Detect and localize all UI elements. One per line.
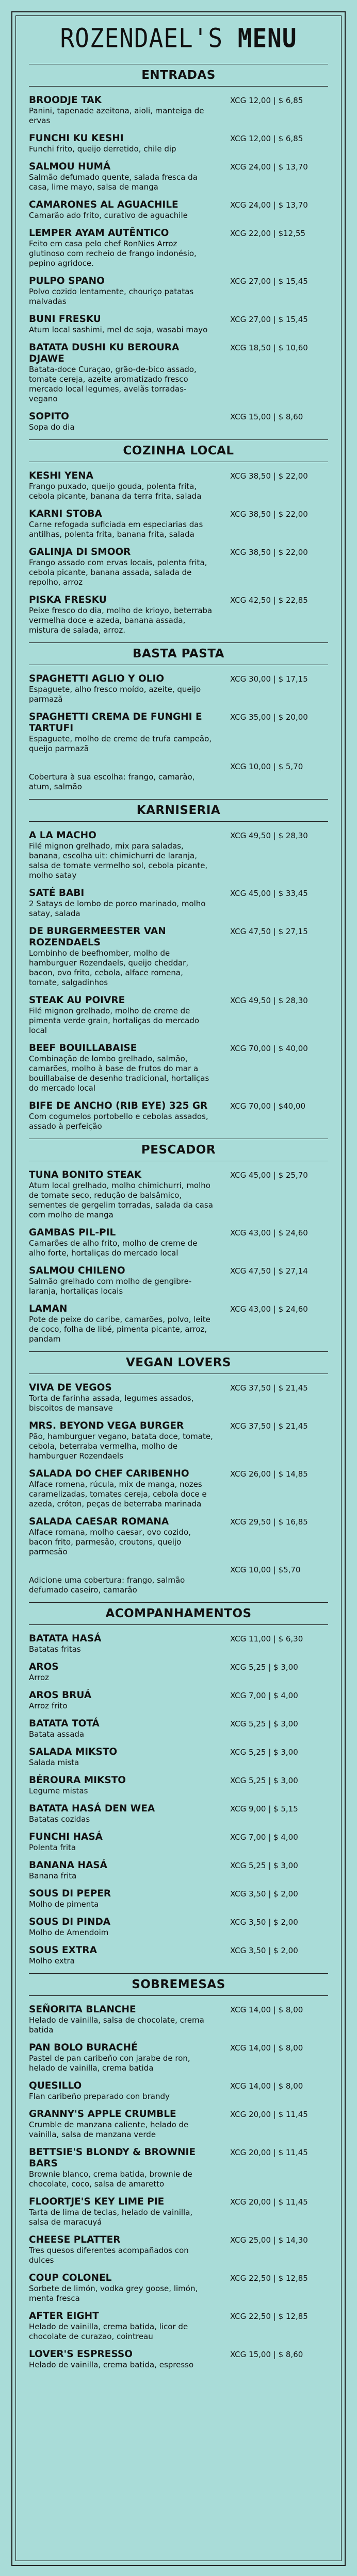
menu-item — [29, 926, 328, 988]
menu-item-name: AROS — [29, 1662, 59, 1672]
menu-item — [29, 2109, 328, 2140]
menu-item — [29, 314, 328, 335]
menu-item-price: XCG 5,25 | $ 3,00 — [230, 1776, 298, 1785]
menu-item-description: Brownie blanco, crema batida, brownie de chocolate, coco, salsa de amaretto — [29, 2170, 192, 2189]
section-heading: BASTA PASTA — [29, 642, 328, 665]
section-heading: KARNISERIA — [29, 799, 328, 822]
menu-item-row — [29, 1718, 328, 1730]
menu-item-row — [29, 761, 328, 772]
menu-item-row — [29, 1775, 328, 1786]
menu-item — [29, 342, 328, 404]
menu-item — [29, 2004, 328, 2035]
menu-item-price: XCG 30,00 | $ 17,15 — [230, 674, 308, 684]
menu-item-row — [29, 1690, 328, 1701]
menu-item-price: XCG 10,00 | $5,70 — [230, 1565, 301, 1574]
menu-item-description: Peixe fresco do dia, molho de krioyo, beterraba vermelha doce e azeda, banana assada, mistura de salada, arroz. — [29, 606, 213, 635]
menu-item-description: Arroz frito — [29, 1701, 68, 1710]
menu-item-row — [29, 711, 328, 734]
menu-item-description: Batatas fritas — [29, 1645, 81, 1654]
menu-item — [29, 2147, 328, 2189]
menu-item — [29, 1633, 328, 1654]
menu-item-row — [29, 1832, 328, 1843]
menu-item-description: Torta de farinha assada, legumes assados, biscoitos de mansave — [29, 1394, 194, 1413]
menu-item-price: XCG 3,50 | $ 2,00 — [230, 1946, 298, 1955]
menu-item-name: SATÉ BABI — [29, 888, 85, 899]
menu-item-price: XCG 5,25 | $ 3,00 — [230, 1861, 298, 1870]
menu-item-price: XCG 5,25 | $ 3,00 — [230, 1719, 298, 1728]
menu-item-price: XCG 49,50 | $ 28,30 — [230, 996, 308, 1005]
menu-item-name: CHEESE PLATTER — [29, 2234, 121, 2245]
menu-item-description: Salmão grelhado com molho de gengibre-laranja, hortaliças locais — [29, 1277, 192, 1296]
menu-item-price: XCG 20,00 | $ 11,45 — [230, 2110, 308, 2119]
menu-item-description: Crumble de manzana caliente, helado de vainilla, salsa de manzana verde — [29, 2120, 189, 2139]
menu-item-description: Atum local sashimi, mel de soja, wasabi mayo — [29, 325, 208, 334]
menu-item-name: FUNCHI KU KESHI — [29, 133, 124, 144]
menu-item-description: Sorbete de limón, vodka grey goose, limón, menta fresca — [29, 2284, 198, 2303]
menu-item-price: XCG 70,00 | $40,00 — [230, 1101, 306, 1111]
menu-item-name: BÉROURA MIKSTO — [29, 1775, 126, 1786]
menu-item-description: Frango puxado, queijo gouda, polenta frita, cebola picante, banana da terra frita, salada — [29, 482, 202, 501]
menu-item-name: BEEF BOUILLABAISE — [29, 1043, 137, 1054]
menu-item-name: SPAGHETTI AGLIO Y OLIO — [29, 673, 165, 684]
menu-item-name: DE BURGERMEESTER VAN ROZENDAELS — [29, 926, 166, 948]
menu-item-price: XCG 49,50 | $ 28,30 — [230, 831, 308, 840]
menu-item-row — [29, 1265, 328, 1277]
menu-item — [29, 2042, 328, 2073]
menu-item-description: Sopa do dia — [29, 422, 75, 432]
menu-item-price: XCG 14,00 | $ 8,00 — [230, 2081, 303, 2091]
menu-item-description: Funchi frito, queijo derretido, chile dip — [29, 144, 176, 154]
menu-item-name: BROODJE TAK — [29, 95, 102, 106]
menu-item-price: XCG 15,00 | $ 8,60 — [230, 2350, 303, 2359]
menu-item-description: Frango assado com ervas locais, polenta frita, cebola picante, banana assada, salada de repolho, arroz — [29, 558, 207, 587]
menu-item-name: GRANNY'S APPLE CRUMBLE — [29, 2109, 176, 2120]
menu-item-name: PAN BOLO BURACHÉ — [29, 2042, 138, 2053]
menu-item-row — [29, 2109, 328, 2120]
menu-item — [29, 1303, 328, 1344]
menu-item-row — [29, 673, 328, 685]
menu-item-name: PISKA FRESKU — [29, 595, 107, 605]
menu-item-row — [29, 199, 328, 211]
menu-item — [29, 161, 328, 192]
menu-item — [29, 1747, 328, 1768]
menu-item — [29, 830, 328, 880]
menu-item-name: GALINJA DI SMOOR — [29, 547, 131, 557]
menu-item-price: XCG 43,00 | $ 24,60 — [230, 1304, 308, 1314]
menu-item-name: SEÑORITA BLANCHE — [29, 2004, 136, 2015]
menu-item-price: XCG 38,50 | $ 22,00 — [230, 548, 308, 557]
menu-item-row — [29, 95, 328, 106]
menu-item-description: Batata assada — [29, 1730, 85, 1739]
menu-item-description: Pote de peixe do caribe, camarões, polvo, leite de coco, folha de libé, pimenta picante, arroz, pandam — [29, 1315, 210, 1344]
menu-item-description: Arroz — [29, 1673, 50, 1682]
menu-item-description: Flan caribeño preparado con brandy — [29, 2092, 170, 2101]
menu-item-description: Espaguete, alho fresco moído, azeite, queijo parmazã — [29, 685, 201, 704]
menu-item-row — [29, 2273, 328, 2284]
menu-title — [29, 21, 328, 55]
menu-item-description: Filé mignon grelhado, molho de creme de pimenta verde grain, hortaliças do mercado local — [29, 1006, 200, 1035]
menu-item-row — [29, 547, 328, 558]
menu-item — [29, 1516, 328, 1557]
menu-item-name: SALADA MIKSTO — [29, 1747, 118, 1757]
menu-item-price: XCG 3,50 | $ 2,00 — [230, 1918, 298, 1927]
menu-item-price: XCG 29,50 | $ 16,85 — [230, 1517, 308, 1527]
menu-item — [29, 711, 328, 754]
section-heading: VEGAN LOVERS — [29, 1351, 328, 1374]
menu-item-description: Feito em casa pelo chef RonNies Arroz glutinoso com recheio de frango indonésio, pepino agridoce. — [29, 239, 197, 268]
menu-item-row — [29, 2349, 328, 2360]
menu-item-row — [29, 470, 328, 482]
menu-item-name: FUNCHI HASÁ — [29, 1832, 103, 1842]
menu-item-name: SALMOU CHILENO — [29, 1265, 125, 1276]
menu-item — [29, 95, 328, 126]
menu-item-name: BETTSIE'S BLONDY & BROWNIE BARS — [29, 2147, 196, 2169]
menu-item-price: XCG 3,50 | $ 2,00 — [230, 1889, 298, 1899]
menu-item-row — [29, 1633, 328, 1645]
menu-item-description: Legume mistas — [29, 1786, 88, 1795]
menu-item-name: SOUS EXTRA — [29, 1945, 97, 1956]
menu-item-row — [29, 1227, 328, 1239]
menu-item-description: Polenta frita — [29, 1843, 76, 1852]
menu-item-row — [29, 342, 328, 365]
menu-item-description: Molho de Amendoim — [29, 1928, 109, 1937]
menu-item-row — [29, 1917, 328, 1928]
menu-item — [29, 1662, 328, 1683]
menu-item-description: Carne refogada suficiada em especiarias das antilhas, polenta frita, banana frita, salada — [29, 520, 203, 539]
menu-item-name: COUP COLONEL — [29, 2273, 112, 2283]
menu-item-name: LOVER'S ESPRESSO — [29, 2349, 133, 2360]
menu-item-name: CAMARONES AL AGUACHILE — [29, 199, 178, 210]
menu-item-name: SPAGHETTI CREMA DE FUNGHI E TARTUFI — [29, 711, 202, 734]
menu-item-description: Espaguete, molho de creme de trufa campeão, queijo parmazã — [29, 734, 212, 753]
menu-item-name: STEAK AU POIVRE — [29, 995, 125, 1006]
menu-item-description: Filé mignon grelhado, mix para saladas, banana, escolha uit: chimichurri de laranja, salsa de tomate vermelho sol, cebola picante, molho satay — [29, 841, 208, 880]
menu-item-row — [29, 2311, 328, 2322]
menu-item-description: Batata-doce Curaçao, grão-de-bico assado, tomate cereja, azeite aromatizado fresco mercado local legumes, avelãs torradas-vegano — [29, 365, 197, 403]
menu-item-row — [29, 1945, 328, 1956]
menu-item-price: XCG 18,50 | $ 10,60 — [230, 343, 308, 352]
menu-item-name: SALADA CAESAR ROMANA — [29, 1516, 169, 1527]
menu-item — [29, 1170, 328, 1220]
section-heading: ACOMPANHAMENTOS — [29, 1602, 328, 1625]
menu-item-name: BATATA HASÁ DEN WEA — [29, 1803, 155, 1814]
menu-item-price: XCG 12,00 | $ 6,85 — [230, 134, 303, 143]
menu-item-row — [29, 830, 328, 841]
menu-item — [29, 1860, 328, 1881]
menu-item-name: BATATA TOTÁ — [29, 1718, 100, 1729]
menu-item — [29, 1803, 328, 1824]
menu-item-price: XCG 10,00 | $ 5,70 — [230, 762, 303, 771]
menu-item — [29, 1832, 328, 1853]
menu-item — [29, 1690, 328, 1711]
menu-item — [29, 2311, 328, 2342]
menu-item-price: XCG 11,00 | $ 6,30 — [230, 1634, 303, 1643]
menu-item-price: XCG 22,50 | $ 12,85 — [230, 2274, 308, 2283]
menu-item — [29, 547, 328, 587]
menu-item-row — [29, 1420, 328, 1432]
menu-item-description: Panini, tapenade azeitona, aioli, manteiga de ervas — [29, 106, 204, 125]
menu-item-row — [29, 1043, 328, 1054]
menu-item-name: SOPITO — [29, 411, 69, 422]
menu-item-name: A LA MACHO — [29, 830, 96, 841]
menu-item-price: XCG 14,00 | $ 8,00 — [230, 2043, 303, 2053]
menu-item-row — [29, 595, 328, 606]
menu-item-row — [29, 1662, 328, 1673]
menu-item-row — [29, 2080, 328, 2092]
menu-item — [29, 1917, 328, 1938]
menu-item-row — [29, 1170, 328, 1181]
menu-item-row — [29, 1564, 328, 1575]
menu-item-name: KARNI STOBA — [29, 509, 102, 519]
menu-item-row — [29, 2147, 328, 2170]
menu-item — [29, 1564, 328, 1595]
section-heading: COZINHA LOCAL — [29, 439, 328, 462]
menu-item-description: 2 Satays de lombo de porco marinado, molho satay, salada — [29, 899, 206, 918]
menu-item — [29, 1043, 328, 1093]
menu-item-name: BANANA HASÁ — [29, 1860, 107, 1871]
menu-item-description: Molho extra — [29, 1956, 75, 1965]
menu-item-price: XCG 47,50 | $ 27,14 — [230, 1266, 308, 1276]
menu-item — [29, 595, 328, 635]
menu-item — [29, 228, 328, 268]
menu-item-description: Pastel de pan caribeño con jarabe de ron, helado de vainilla, crema batida — [29, 2054, 190, 2073]
menu-item-description: Alface romana, molho caesar, ovo cozido, bacon frito, parmesão, croutons, queijo parmesão — [29, 1528, 191, 1556]
menu-item-description: Polvo cozido lentamente, chouriço patatas malvadas — [29, 287, 194, 306]
menu-item-price: XCG 45,00 | $ 25,70 — [230, 1171, 308, 1180]
menu-item-row — [29, 926, 328, 948]
menu-item-price: XCG 7,00 | $ 4,00 — [230, 1691, 298, 1700]
menu-item-price: XCG 12,00 | $ 6,85 — [230, 96, 303, 105]
menu-item — [29, 509, 328, 539]
menu-item-name: QUESILLO — [29, 2080, 82, 2091]
menu-item-price: XCG 24,00 | $ 13,70 — [230, 200, 308, 210]
menu-item-name: SOUS DI PEPER — [29, 1888, 111, 1899]
menu-item-row — [29, 2196, 328, 2208]
menu-item — [29, 276, 328, 307]
menu-item-description: Tres quesos diferentes acompañados con dulces — [29, 2246, 189, 2265]
menu-item — [29, 1468, 328, 1509]
menu-item — [29, 2196, 328, 2227]
menu-item — [29, 2273, 328, 2303]
menu-item-price: XCG 47,50 | $ 27,15 — [230, 927, 308, 936]
menu-item-name: KESHI YENA — [29, 470, 93, 481]
menu-item-description: Helado de vainilla, crema batida, licor de chocolate de curazao, cointreau — [29, 2322, 188, 2341]
menu-item-name: FLOORTJE'S KEY LIME PIE — [29, 2196, 165, 2207]
menu-item-description: Salada mista — [29, 1758, 79, 1767]
menu-item — [29, 888, 328, 919]
menu-item — [29, 133, 328, 154]
menu-item-description: Com cogumelos portobello e cebolas assados, assado à perfeição — [29, 1112, 208, 1131]
menu-item-name: LEMPER AYAM AUTÊNTICO — [29, 228, 169, 239]
menu-item — [29, 1420, 328, 1461]
menu-item-row — [29, 1747, 328, 1758]
menu-item-row — [29, 1803, 328, 1815]
menu-item-name: SOUS DI PINDA — [29, 1917, 111, 1927]
menu-item — [29, 761, 328, 792]
menu-item-row — [29, 1516, 328, 1528]
menu-item-name: TUNA BONITO STEAK — [29, 1170, 142, 1180]
menu-item-row — [29, 2042, 328, 2054]
menu-item-description: Combinação de lombo grelhado, salmão, camarões, molho à base de frutos do mar a bouillabaise de desenho tradicional, hortaliças do mercado local — [29, 1054, 209, 1093]
menu-item-row — [29, 1303, 328, 1315]
menu-item-price: XCG 5,25 | $ 3,00 — [230, 1663, 298, 1672]
menu-item — [29, 1718, 328, 1739]
menu-item — [29, 995, 328, 1036]
menu-item-price: XCG 38,50 | $ 22,00 — [230, 471, 308, 481]
menu-item-price: XCG 70,00 | $ 40,00 — [230, 1044, 308, 1053]
menu-item — [29, 2349, 328, 2370]
menu-item-description: Helado de vainilla, salsa de chocolate, crema batida — [29, 2015, 204, 2035]
menu-item-name: VIVA DE VEGOS — [29, 1382, 112, 1393]
menu-item-name: GAMBAS PIL-PIL — [29, 1227, 116, 1238]
menu-item-description: Helado de vainilla, crema batida, espresso — [29, 2360, 194, 2369]
menu-item-row — [29, 133, 328, 144]
menu-item-price: XCG 7,00 | $ 4,00 — [230, 1833, 298, 1842]
menu-item-price: XCG 14,00 | $ 8,00 — [230, 2005, 303, 2014]
menu-item-row — [29, 509, 328, 520]
menu-item — [29, 1227, 328, 1258]
menu-item-name: BATATA HASÁ — [29, 1633, 102, 1644]
menu-item-price: XCG 25,00 | $ 14,30 — [230, 2235, 308, 2245]
menu-item-name: AFTER EIGHT — [29, 2311, 99, 2321]
menu-item-price: XCG 37,50 | $ 21,45 — [230, 1421, 308, 1431]
menu-item-price: XCG 20,00 | $ 11,45 — [230, 2197, 308, 2207]
menu-item-price: XCG 20,00 | $ 11,45 — [230, 2148, 308, 2157]
menu-item-row — [29, 888, 328, 899]
menu-item-row — [29, 1888, 328, 1900]
menu-item — [29, 1100, 328, 1131]
menu-item — [29, 199, 328, 221]
menu-item-row — [29, 2234, 328, 2246]
menu-item-description: Adicione uma cobertura: frango, salmão defumado caseiro, camarão — [29, 1575, 185, 1595]
menu-item-description: Camarões de alho frito, molho de creme de alho forte, hortaliças do mercado local — [29, 1239, 198, 1258]
menu-item-name: BIFE DE ANCHO (RIB EYE) 325 GR — [29, 1100, 208, 1111]
menu-item-description: Lombinho de beefhomber, molho de hamburguer Rozendaels, queijo cheddar, bacon, ovo frito, cebola, alface romena, tomate, salgadinhos — [29, 948, 189, 987]
menu-item-row — [29, 1100, 328, 1112]
menu-item — [29, 1382, 328, 1413]
menu-item-row — [29, 314, 328, 325]
section-heading: ENTRADAS — [29, 64, 328, 87]
menu-item-description: Tarta de lima de teclas, helado de vainilla, salsa de maracuyá — [29, 2208, 193, 2227]
menu-item-row — [29, 276, 328, 287]
menu-item-price: XCG 43,00 | $ 24,60 — [230, 1228, 308, 1238]
menu-item — [29, 673, 328, 704]
menu-item-description: Atum local grelhado, molho chimichurri, molho de tomate seco, redução de balsâmico, sementes de gergelim torradas, salada da casa com molho de manga — [29, 1181, 213, 1219]
menu-item — [29, 2080, 328, 2102]
section-heading: PESCADOR — [29, 1139, 328, 1161]
menu-item — [29, 470, 328, 501]
menu-item-description: Molho de pimenta — [29, 1900, 99, 1909]
menu-item-row — [29, 1382, 328, 1394]
menu-item-price: XCG 37,50 | $ 21,45 — [230, 1383, 308, 1393]
menu-item-name: SALADA DO CHEF CARIBENHO — [29, 1468, 189, 1479]
menu-item-name: BUNI FRESKU — [29, 314, 101, 325]
menu-item-row — [29, 228, 328, 239]
menu-item — [29, 411, 328, 432]
menu-item-name: BATATA DUSHI KU BEROURA DJAWE — [29, 342, 180, 364]
menu-item-row — [29, 2004, 328, 2015]
menu-title-suffix: MENU — [237, 23, 297, 54]
menu-item-price: XCG 22,00 | $12,55 — [230, 229, 306, 238]
menu-item-description: Alface romena, rúcula, mix de manga, nozes caramelizadas, tomates cereja, cebola doce e azeda, cróton, peças de beterraba marinada — [29, 1480, 207, 1509]
menu-item-row — [29, 1468, 328, 1480]
menu-sections — [29, 64, 328, 2370]
menu-item — [29, 1775, 328, 1796]
menu-item-description: Camarão ado frito, curativo de aguachile — [29, 211, 188, 220]
menu-item-price: XCG 45,00 | $ 33,45 — [230, 889, 308, 898]
menu-item — [29, 1265, 328, 1296]
menu-item-price: XCG 22,50 | $ 12,85 — [230, 2312, 308, 2321]
menu-item-price: XCG 27,00 | $ 15,45 — [230, 315, 308, 324]
menu-item-name: PULPO SPANO — [29, 276, 105, 286]
menu-item-price: XCG 9,00 | $ 5,15 — [230, 1804, 298, 1814]
menu-title-prefix: ROZENDAEL'S — [60, 23, 223, 54]
menu-item-price: XCG 38,50 | $ 22,00 — [230, 510, 308, 519]
menu-item — [29, 1945, 328, 1966]
menu-item — [29, 1888, 328, 1909]
section-heading: SOBREMESAS — [29, 1973, 328, 1996]
menu-item-description: Salmão defumado quente, salada fresca da casa, lime mayo, salsa de manga — [29, 173, 198, 192]
menu-item-description: Cobertura à sua escolha: frango, camarão, atum, salmão — [29, 772, 195, 791]
menu-item-name: LAMAN — [29, 1303, 68, 1314]
menu-item-price: XCG 27,00 | $ 15,45 — [230, 277, 308, 286]
menu-item-description: Banana frita — [29, 1871, 77, 1880]
menu-item — [29, 2234, 328, 2265]
main-menu — [29, 23, 328, 2377]
menu-item-name: AROS BRUÁ — [29, 1690, 92, 1701]
menu-item-description: Pão, hamburguer vegano, batata doce, tomate, cebola, beterraba vermelha, molho de hamburguer Rozendaels — [29, 1432, 213, 1461]
menu-item-price: XCG 35,00 | $ 20,00 — [230, 713, 308, 722]
menu-item-price: XCG 42,50 | $ 22,85 — [230, 596, 308, 605]
menu-item-price: XCG 26,00 | $ 14,85 — [230, 1469, 308, 1479]
menu-item-row — [29, 995, 328, 1006]
menu-item-price: XCG 24,00 | $ 13,70 — [230, 162, 308, 172]
menu-item-name: MRS. BEYOND VEGA BURGER — [29, 1420, 184, 1431]
menu-item-price: XCG 5,25 | $ 3,00 — [230, 1748, 298, 1757]
menu-item-name: SALMOU HUMÁ — [29, 161, 111, 172]
menu-item-price: XCG 15,00 | $ 8,60 — [230, 412, 303, 421]
menu-item-row — [29, 1860, 328, 1871]
menu-item-row — [29, 411, 328, 422]
menu-item-description: Batatas cozidas — [29, 1815, 90, 1824]
menu-item-row — [29, 161, 328, 173]
